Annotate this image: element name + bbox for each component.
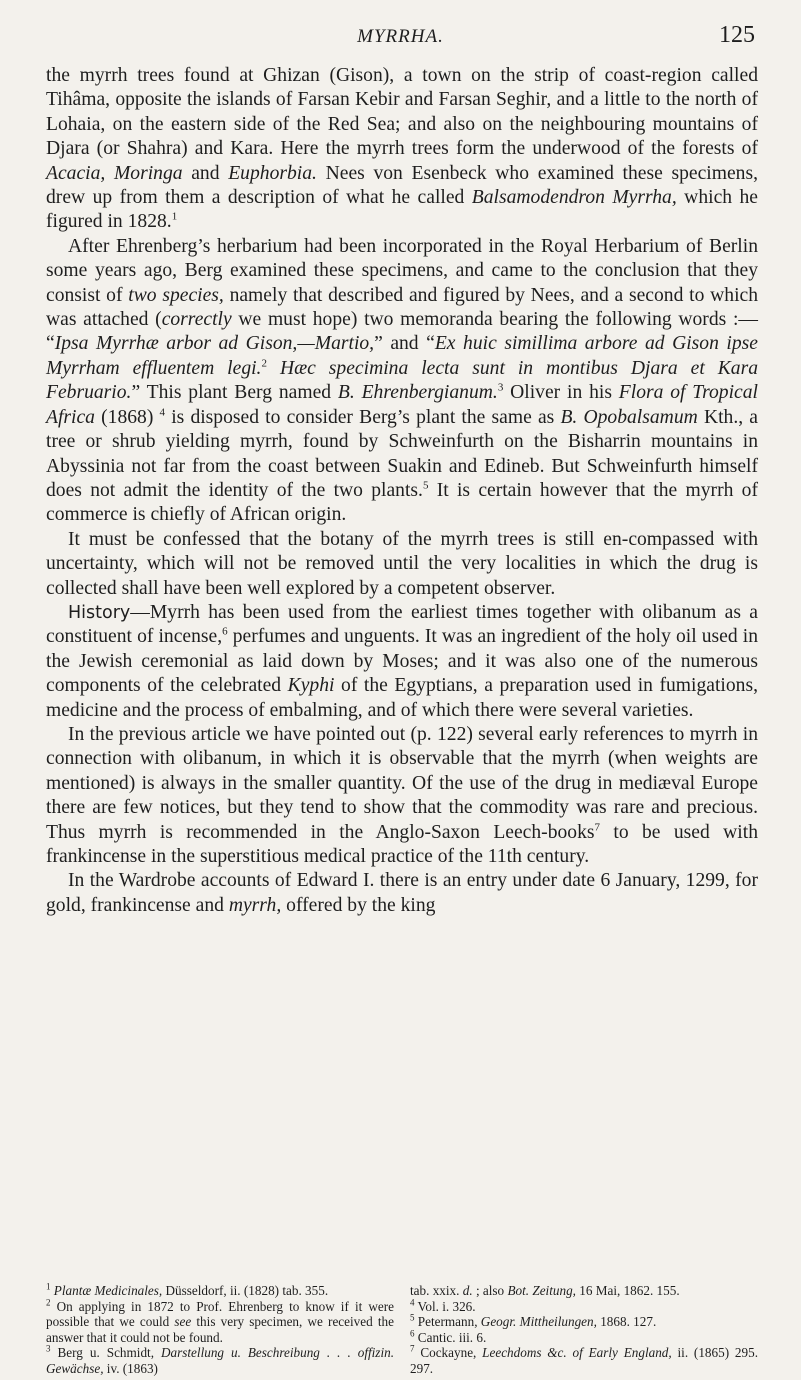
- footnote-marker: 5: [410, 1312, 415, 1323]
- text-run: Oliver in his: [503, 382, 619, 404]
- text-run: Berg u. Schmidt,: [50, 1345, 161, 1361]
- text-run: Nees von Esenbeck who examined these specimens, drew up from them a description of what he called: [46, 162, 759, 209]
- text-run: Düsseldorf, ii. (1828) tab. 355.: [162, 1283, 329, 1298]
- text-run: ” and “: [374, 333, 435, 355]
- italic-text: Geogr. Mittheilungen,: [480, 1314, 597, 1330]
- footnote: [410, 1283, 758, 1299]
- text-run: the myrrh trees found at Ghizan (Gison), a town on the strip of coast-region called Tihâma, opposite the islands of Farsan Kebir and Farsan Seghir, and a little to the north of Lohaia, on the eastern side of the Red Sea; and also on the neighbouring mountains of Djara (or Shahra) and Kara. Here the myrrh trees form the underwood of the forests of: [46, 65, 758, 160]
- footnote: [410, 1299, 758, 1315]
- text-run: perfumes and unguents. It was an ingredient of the holy oil used in the Jewish ceremonial as laid down by Moses; and it was also one of the numerous components of the celebrated: [46, 626, 758, 697]
- footnotes: [46, 1283, 758, 1377]
- italic-text: Kyphi: [287, 675, 335, 697]
- text-run: In the previous article we have pointed out (p. 122) several early references to myrrh in connection with olibanum, in which it is observable that the myrrh (when weights are mentioned) is always in the smaller quantity. Of the use of the drug in mediæval Europe there are few notices, but they tend to show that the commodity was rare and precious. Thus myrrh is recommended in the Anglo-Saxon Leech-books: [46, 723, 758, 843]
- italic-text: B. Opobalsamum: [560, 406, 698, 428]
- italic-text: correctly: [161, 309, 232, 331]
- text-run: [267, 358, 280, 379]
- italic-text: B. Ehrenbergianum.: [337, 382, 498, 404]
- italic-text: Balsamodendron Myrrha,: [471, 187, 677, 209]
- italic-text: Darstellung u. Beschreibung . . . offizin. Gewächse,: [46, 1345, 394, 1376]
- text-run: After Ehrenberg’s herbarium had been incorporated in the Royal Herbarium of Berlin some years ago, Berg examined these specimens, and came to the conclusion that they consist of: [46, 235, 758, 306]
- italic-text: myrrh,: [228, 894, 282, 916]
- text-run: ; also: [472, 1283, 508, 1298]
- running-title: MYRRHA.: [357, 26, 444, 47]
- italic-text: Hæc specimina lecta sunt in montibus Djara et Kara Februario.: [46, 357, 759, 404]
- text-run: ii. (1865) 295. 297.: [410, 1345, 758, 1376]
- text-run: offered by the king: [281, 894, 436, 916]
- paragraph: [46, 64, 758, 235]
- section-heading: History: [68, 602, 131, 623]
- footnote-marker: 1: [46, 1281, 51, 1292]
- text-run: It must be confessed that the botany of the myrrh trees is still en-compassed with uncertainty, which will not be removed until the very localities in which the drug is collected shall have been well explored by a competent observer.: [46, 528, 758, 599]
- footnote-marker: 6: [222, 625, 228, 638]
- italic-text: Ex huic simillima arbore ad Gison ipse Myrrham effluentem legi.: [46, 333, 758, 379]
- footnote: [410, 1314, 758, 1330]
- text-run: iv. (1863): [103, 1360, 158, 1376]
- footnote-marker: 2: [46, 1297, 51, 1308]
- paragraph: [46, 723, 758, 869]
- footnote-marker: 2: [261, 357, 267, 370]
- text-run: namely that described and figured by Nees, and a second to which was attached (: [46, 284, 759, 331]
- text-run: 16 Mai, 1862. 155.: [575, 1283, 680, 1298]
- text-run: of the Egyptians, a preparation used in fumigations, medicine and the process of embalming, and of which there were several varieties.: [46, 675, 758, 721]
- text-run: this very specimen, we received the answer that it could not be found.: [46, 1314, 394, 1345]
- text-run: and: [182, 162, 229, 184]
- text-run: Cockayne,: [414, 1345, 483, 1361]
- footnote: [46, 1283, 394, 1299]
- text-run: In the Wardrobe accounts of Edward I. there is an entry under date 6 January, 1299, for gold, frankincense and: [46, 870, 758, 916]
- body-text: [46, 64, 758, 918]
- italic-text: Ipsa Myrrhæ arbor ad Gison,—Martio,: [54, 333, 375, 355]
- text-run: ” This plant Berg named: [131, 382, 338, 404]
- text-run: to be used with frankincense in the superstitious medical practice of the 11th century.: [46, 821, 758, 867]
- text-run: Cantic. iii. 6.: [414, 1329, 487, 1345]
- footnote-marker: 3: [46, 1343, 51, 1354]
- paragraph: [46, 601, 758, 723]
- footnote-marker: 1: [171, 210, 178, 223]
- text-run: tab. xxix.: [410, 1283, 463, 1298]
- italic-text: Plantæ Medicinales,: [53, 1283, 163, 1298]
- footnote-marker: 6: [410, 1328, 415, 1339]
- italic-text: Euphorbia.: [228, 162, 317, 184]
- italic-text: Leechdoms &c. of Early England,: [482, 1345, 672, 1361]
- footnote-marker: 4: [159, 406, 166, 419]
- text-run: we must hope) two memoranda bearing the following words :— “: [46, 309, 759, 355]
- footnote: [46, 1345, 394, 1376]
- italic-text: d.: [462, 1283, 473, 1298]
- text-run: Petermann,: [414, 1314, 481, 1330]
- footnotes-right-column: [410, 1283, 758, 1377]
- text-run: Vol. i. 326.: [414, 1298, 476, 1314]
- footnote-marker: 7: [594, 821, 601, 834]
- text-run: On applying in 1872 to Prof. Ehrenberg to know if it were possible that we could: [46, 1298, 394, 1330]
- text-run: 1868. 127.: [596, 1314, 657, 1330]
- text-run: (1868): [94, 406, 160, 428]
- footnote-marker: 4: [410, 1297, 415, 1308]
- footnote: [410, 1330, 758, 1346]
- text-run: is disposed to consider Berg’s plant the same as: [165, 406, 561, 428]
- paragraph: [46, 235, 758, 528]
- paragraph: [46, 528, 758, 601]
- italic-text: see: [174, 1314, 192, 1330]
- paragraph: [46, 869, 758, 918]
- text-run: Kth., a tree or shrub yielding myrrh, found by Schweinfurth on the Bisharrin mountains in Abyssinia not far from the coast between Suakin and Edineb. But Schweinfurth himself does not admit the identity of the two plants.: [46, 406, 758, 501]
- text-run: which he figured in 1828.: [46, 187, 758, 233]
- page-number: 125: [719, 22, 755, 48]
- italic-text: two species,: [128, 284, 224, 306]
- footnote-marker: 3: [497, 381, 504, 394]
- italic-text: Flora of Tropical Africa: [46, 382, 758, 428]
- text-run: It is certain however that the myrrh of commerce is chiefly of African origin.: [46, 479, 758, 526]
- italic-text: Acacia, Moringa: [46, 162, 183, 184]
- footnote: [410, 1345, 758, 1376]
- footnote: [46, 1299, 394, 1346]
- page-header: [46, 22, 755, 52]
- footnote-marker: 7: [410, 1343, 415, 1354]
- italic-text: Bot. Zeitung,: [507, 1283, 576, 1298]
- footnote-marker: 5: [422, 479, 429, 492]
- footnotes-left-column: [46, 1283, 394, 1377]
- text-run: —Myrrh has been used from the earliest times together with olibanum as a constituent of incense,: [46, 601, 758, 648]
